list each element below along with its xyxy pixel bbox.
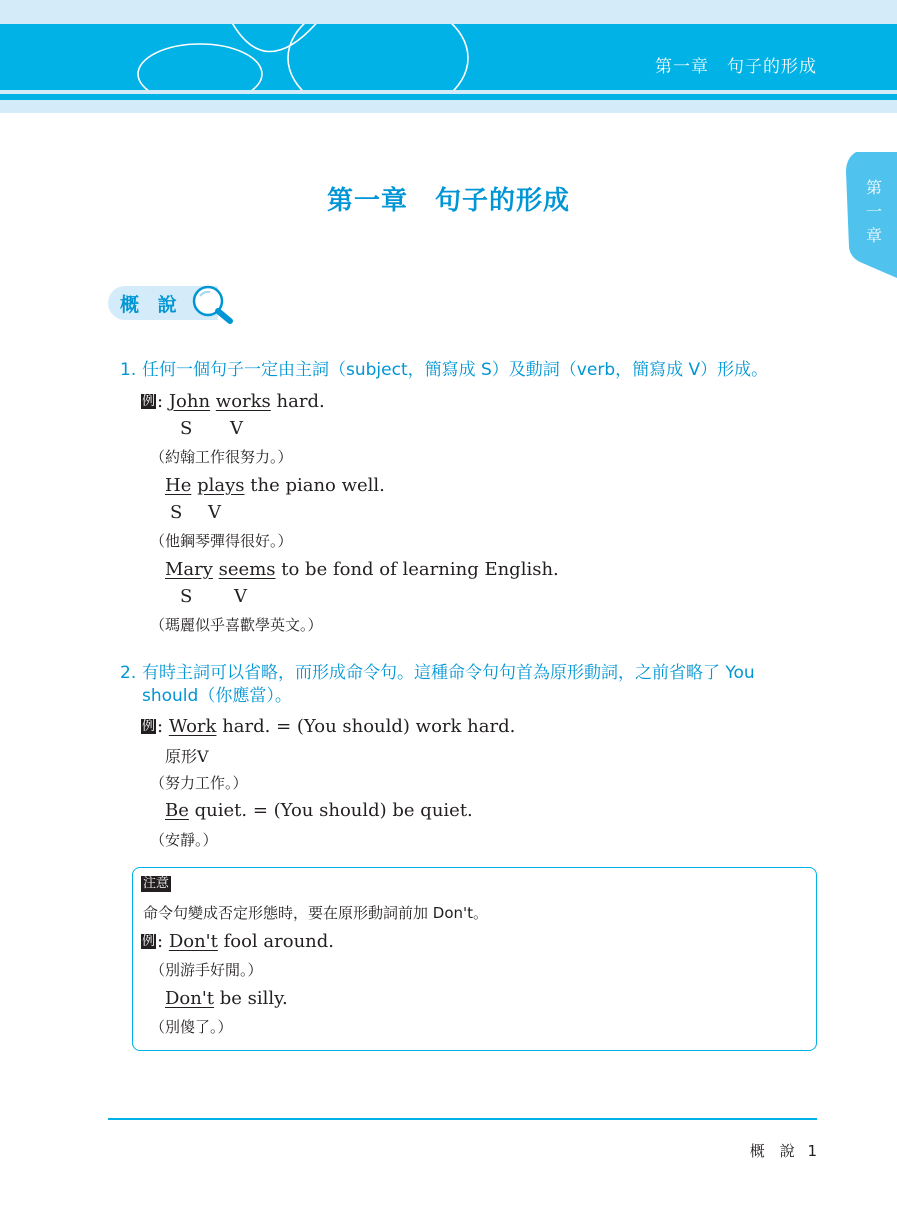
example-2-translation: （他鋼琴彈得很好。） (150, 532, 293, 550)
note-example-1: 例 : Don't fool around. (142, 931, 335, 952)
chapter-tab-label: 第 一 章 (865, 178, 882, 245)
verb-marker: V (234, 586, 247, 607)
footer-rule (108, 1118, 817, 1120)
example-4-translation: （努力工作。） (150, 774, 248, 792)
example-3-translation: （瑪麗似乎喜歡學英文。） (150, 616, 323, 634)
note-example-2: Don't be silly. (165, 988, 288, 1009)
example-label: 例 (142, 934, 156, 949)
verb-marker: V (230, 418, 243, 439)
magnifier-icon (188, 284, 238, 326)
note-label: 注意 (143, 876, 170, 891)
overview-label: 概 說 (120, 294, 179, 316)
example-5-sentence: Be quiet. = (You should) be quiet. (165, 800, 473, 821)
example-label: 例 (142, 719, 156, 734)
point-1: 1. 任何一個句子一定由主詞（subject，簡寫成 S）及動詞（verb，簡寫成 V）形成。 (120, 360, 769, 380)
note-example-1-translation: （別游手好閒。） (150, 961, 263, 979)
example-2-sentence: He plays the piano well. (165, 475, 385, 496)
note-text: 命令句變成否定形態時，要在原形動詞前加 Don't。 (143, 904, 489, 922)
page-footer: 概 說 1 (749, 1142, 817, 1160)
verb-marker: V (208, 502, 221, 523)
chapter-title: 第一章 句子的形成 (326, 186, 570, 216)
example-1-sentence: 例 : John works hard. (142, 391, 325, 412)
example-3-sentence: Mary seems to be fond of learning English. (165, 559, 559, 580)
example-5-translation: （安靜。） (150, 831, 218, 849)
point-2: 2. 有時主詞可以省略，而形成命令句。這種命令句句首為原形動詞，之前省略了 You should（你應當）。 (120, 663, 755, 706)
note-example-2-translation: （別傻了。） (150, 1018, 233, 1036)
subject-marker: S (180, 418, 193, 439)
header-stripe (0, 94, 897, 100)
example-1-translation: （約翰工作很努力。） (150, 448, 293, 466)
overview-badge (108, 284, 238, 324)
running-header: 第一章 句子的形成 (655, 57, 817, 77)
example-label: 例 (142, 394, 156, 409)
subject-marker: S (170, 502, 183, 523)
base-verb-tag: 原形V (165, 747, 209, 766)
subject-marker: S (180, 586, 193, 607)
example-4-sentence: 例 : Work hard. = (You should) work hard. (142, 716, 516, 737)
